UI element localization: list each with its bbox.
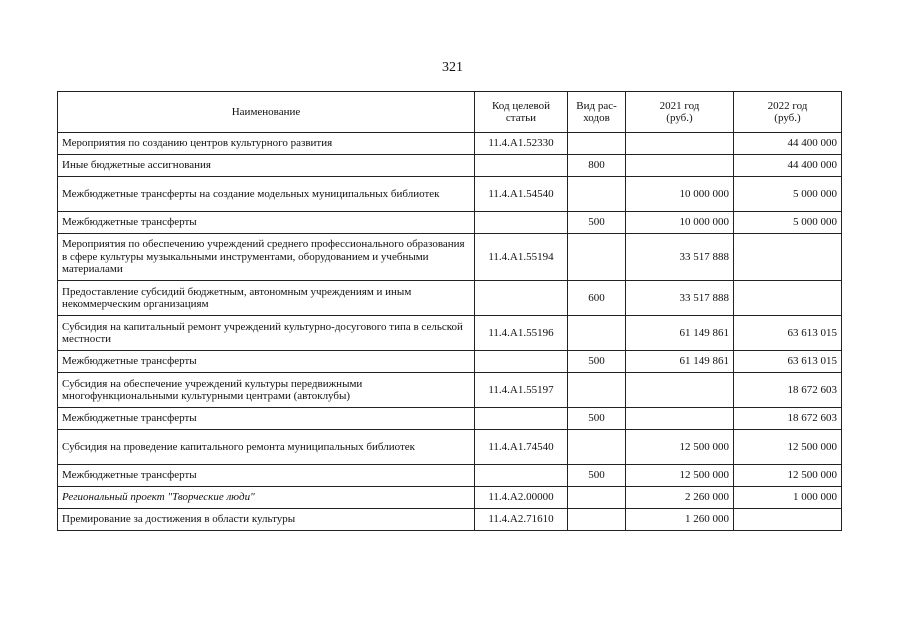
row-2022: [734, 234, 842, 281]
row-2021: 12 500 000: [626, 465, 734, 487]
row-name: Субсидия на проведение капитального ремонта муниципальных библиотек: [58, 430, 475, 465]
row-name: Межбюджетные трансферты: [58, 408, 475, 430]
row-type: [568, 373, 626, 408]
row-name: Межбюджетные трансферты: [58, 465, 475, 487]
header-2022-line2: (руб.): [774, 112, 801, 124]
row-code: [475, 155, 568, 177]
header-2022-line1: 2022 год: [767, 99, 808, 112]
table-header-row: [58, 92, 842, 133]
row-type: 800: [568, 155, 626, 177]
header-2022: [734, 92, 842, 133]
row-2021: [626, 373, 734, 408]
table-row: [58, 465, 842, 487]
row-2021: 10 000 000: [626, 177, 734, 212]
row-type: 500: [568, 212, 626, 234]
row-code: 11.4.A2.00000: [475, 487, 568, 509]
header-2021: [626, 92, 734, 133]
row-2021: [626, 408, 734, 430]
row-2021: 61 149 861: [626, 316, 734, 351]
row-2022: 18 672 603: [734, 373, 842, 408]
row-type: [568, 234, 626, 281]
row-code: [475, 465, 568, 487]
row-name: Премирование за достижения в области культуры: [58, 509, 475, 531]
row-2022: 1 000 000: [734, 487, 842, 509]
row-type: [568, 509, 626, 531]
row-type: 600: [568, 281, 626, 316]
row-type: [568, 177, 626, 212]
header-2021-line2: (руб.): [666, 112, 693, 124]
row-code: 11.4.A1.55197: [475, 373, 568, 408]
table-row: [58, 133, 842, 155]
table-row: [58, 281, 842, 316]
row-code: [475, 281, 568, 316]
row-2022: 63 613 015: [734, 351, 842, 373]
row-type: [568, 133, 626, 155]
table-row: [58, 234, 842, 281]
row-type: [568, 487, 626, 509]
row-code: [475, 408, 568, 430]
header-type-line2: ходов: [583, 112, 610, 124]
row-name: Субсидия на обеспечение учреждений культуры передвижными многофункциональными культурными центрами (автоклубы): [58, 373, 475, 408]
row-2021: 2 260 000: [626, 487, 734, 509]
row-2022: 5 000 000: [734, 177, 842, 212]
row-2022: [734, 509, 842, 531]
table-row: [58, 430, 842, 465]
row-name: Субсидия на капитальный ремонт учреждений культурно-досугового типа в сельской местности: [58, 316, 475, 351]
row-type: 500: [568, 408, 626, 430]
table-row: [58, 487, 842, 509]
budget-table: [57, 91, 842, 531]
row-2021: 33 517 888: [626, 234, 734, 281]
row-name: Межбюджетные трансферты: [58, 212, 475, 234]
table-row: [58, 373, 842, 408]
row-2021: 12 500 000: [626, 430, 734, 465]
row-name: Мероприятия по созданию центров культурного развития: [58, 133, 475, 155]
row-2021: 10 000 000: [626, 212, 734, 234]
table-row: [58, 316, 842, 351]
row-code: 11.4.A1.55196: [475, 316, 568, 351]
header-type: [568, 92, 626, 133]
row-2022: 63 613 015: [734, 316, 842, 351]
table-row: [58, 408, 842, 430]
header-name: [58, 92, 475, 133]
row-2022: 12 500 000: [734, 465, 842, 487]
table-row: [58, 155, 842, 177]
row-2022: 12 500 000: [734, 430, 842, 465]
row-2022: 5 000 000: [734, 212, 842, 234]
row-2021: [626, 155, 734, 177]
row-2021: 33 517 888: [626, 281, 734, 316]
row-2022: [734, 281, 842, 316]
row-2022: 18 672 603: [734, 408, 842, 430]
page-number: 321: [442, 60, 463, 75]
row-2021: 1 260 000: [626, 509, 734, 531]
row-code: 11.4.A1.52330: [475, 133, 568, 155]
row-2021: [626, 133, 734, 155]
row-type: 500: [568, 351, 626, 373]
table-row: [58, 212, 842, 234]
header-code-line2: статьи: [505, 112, 537, 124]
row-name: Региональный проект "Творческие люди": [58, 487, 475, 509]
row-code: [475, 212, 568, 234]
table-row: [58, 177, 842, 212]
table-row: [58, 351, 842, 373]
row-code: 11.4.A1.55194: [475, 234, 568, 281]
row-name: Предоставление субсидий бюджетным, автономным учреждениям и иным некоммерческим организациям: [58, 281, 475, 316]
header-type-line1: Вид рас-: [576, 99, 617, 112]
header-code: [475, 92, 568, 133]
row-code: 11.4.A1.54540: [475, 177, 568, 212]
row-name: Иные бюджетные ассигнования: [58, 155, 475, 177]
header-code-line1: Код целевой: [492, 99, 550, 112]
row-2022: 44 400 000: [734, 155, 842, 177]
header-2021-line1: 2021 год: [659, 99, 700, 112]
row-code: [475, 351, 568, 373]
row-2022: 44 400 000: [734, 133, 842, 155]
row-code: 11.4.A2.71610: [475, 509, 568, 531]
header-name-label: Наименование: [231, 105, 301, 118]
row-type: 500: [568, 465, 626, 487]
table-row: [58, 509, 842, 531]
row-name: Межбюджетные трансферты на создание модельных муниципальных библиотек: [58, 177, 475, 212]
row-name: Мероприятия по обеспечению учреждений среднего профессионального образования в сфере культуры музыкальными инструментами, оборудованием и учебными материалами: [58, 234, 475, 281]
row-2021: 61 149 861: [626, 351, 734, 373]
row-type: [568, 316, 626, 351]
row-type: [568, 430, 626, 465]
row-name: Межбюджетные трансферты: [58, 351, 475, 373]
row-code: 11.4.A1.74540: [475, 430, 568, 465]
